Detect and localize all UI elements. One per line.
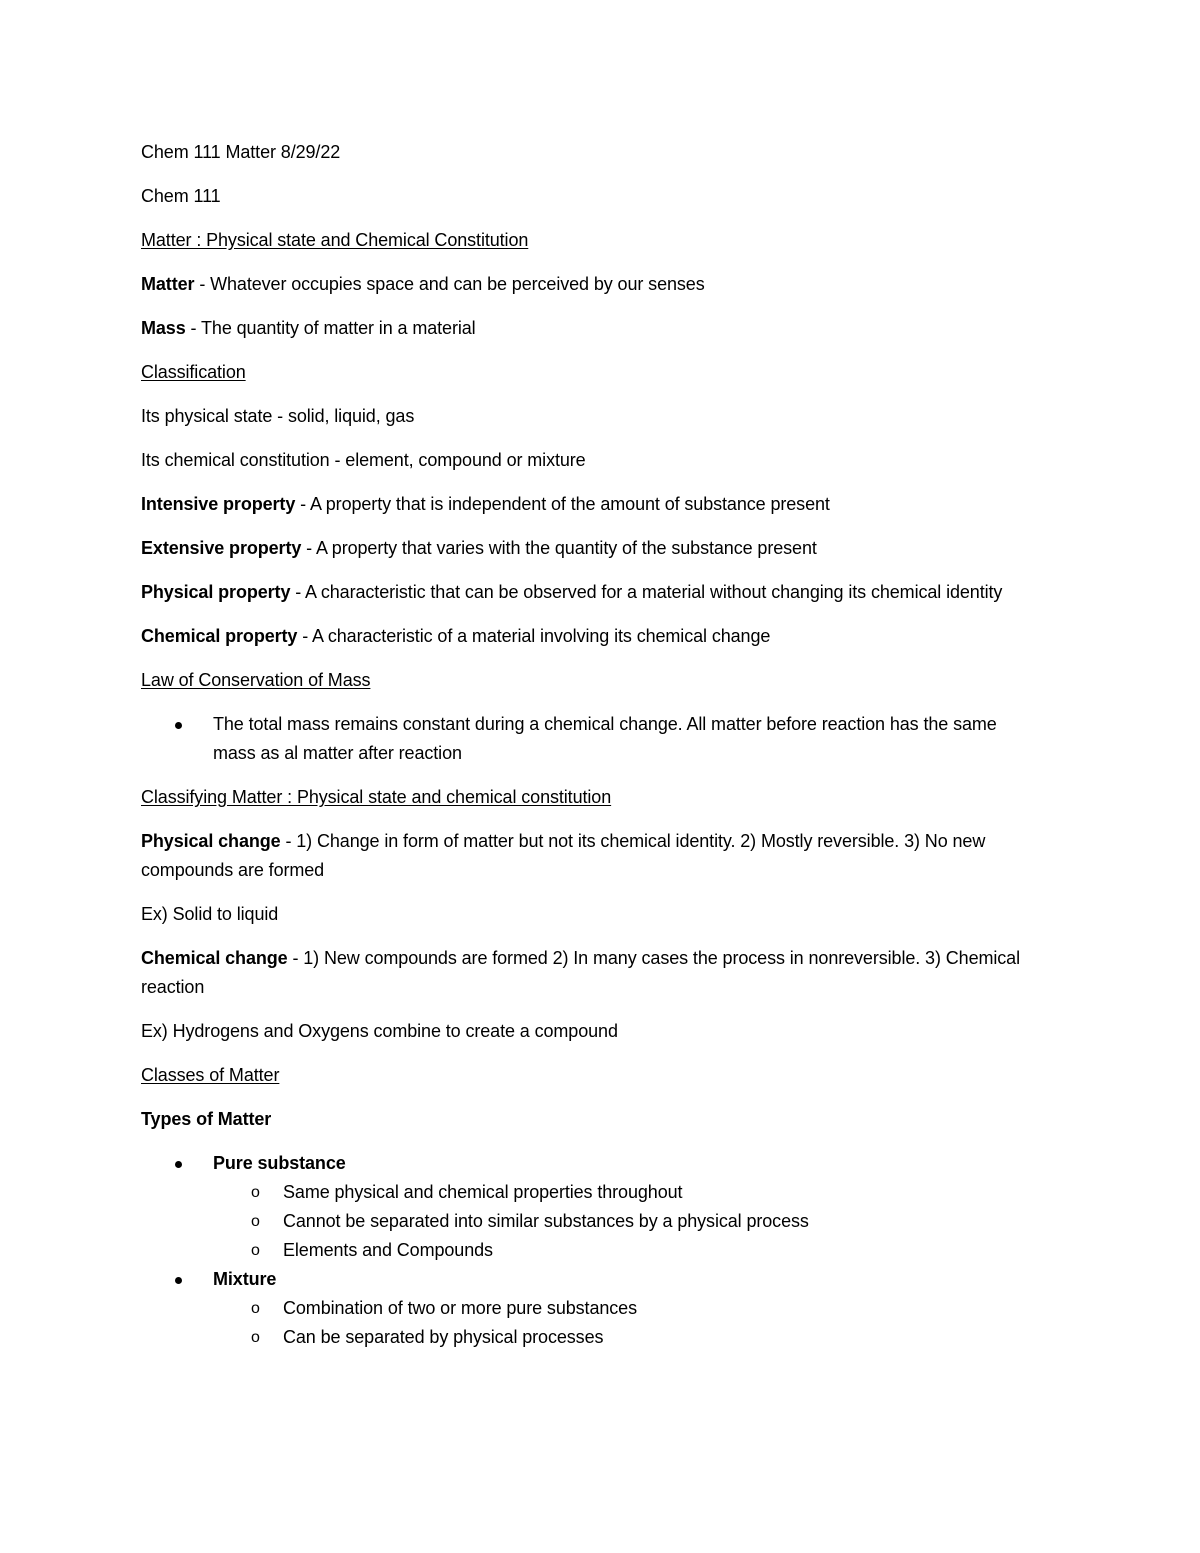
heading-classifying-matter: Classifying Matter : Physical state and chemical constitution bbox=[141, 787, 612, 807]
term-mass: Mass bbox=[141, 318, 186, 338]
definition-text-physical-property: - A characteristic that can be observed for a material without changing its chemical identity bbox=[290, 582, 1003, 602]
definition-chemical-change bbox=[141, 944, 1041, 1002]
heading-classification: Classification bbox=[141, 362, 246, 382]
circle-bullet-icon: o bbox=[251, 1242, 260, 1259]
types-of-matter-list bbox=[141, 1149, 1041, 1352]
definition-extensive bbox=[141, 534, 1041, 563]
heading-classes-of-matter: Classes of Matter bbox=[141, 1065, 280, 1085]
doc-title-line: Chem 111 Matter 8/29/22 bbox=[141, 142, 341, 162]
document-body bbox=[141, 138, 1041, 1367]
sub-list-item bbox=[213, 1236, 1041, 1265]
definition-physical-change bbox=[141, 827, 1041, 885]
term-chemical-property: Chemical property bbox=[141, 626, 298, 646]
sub-item-text: Can be separated by physical processes bbox=[283, 1327, 604, 1347]
definition-text-mass: - The quantity of matter in a material bbox=[185, 318, 476, 338]
definition-text-matter: - Whatever occupies space and can be perceived by our senses bbox=[194, 274, 705, 294]
definition-chemical-property bbox=[141, 622, 1041, 651]
circle-bullet-icon: o bbox=[251, 1329, 260, 1346]
sub-list-item bbox=[213, 1207, 1041, 1236]
list-item-mixture bbox=[141, 1265, 1041, 1352]
term-matter: Matter bbox=[141, 274, 195, 294]
physical-state-line: Its physical state - solid, liquid, gas bbox=[141, 406, 415, 426]
bullet-icon bbox=[175, 1277, 182, 1284]
mixture-label: Mixture bbox=[213, 1269, 277, 1289]
list-item-pure-substance bbox=[141, 1149, 1041, 1265]
circle-bullet-icon: o bbox=[251, 1184, 260, 1201]
sub-list-item bbox=[213, 1294, 1041, 1323]
circle-bullet-icon: o bbox=[251, 1300, 260, 1317]
pure-substance-sublist bbox=[213, 1178, 1041, 1265]
example-chemical-change: Ex) Hydrogens and Oxygens combine to create a compound bbox=[141, 1021, 618, 1041]
course-name: Chem 111 bbox=[141, 186, 221, 206]
heading-types-of-matter: Types of Matter bbox=[141, 1109, 272, 1129]
definition-intensive bbox=[141, 490, 1041, 519]
definition-text-intensive: - A property that is independent of the amount of substance present bbox=[295, 494, 830, 514]
sub-item-text: Combination of two or more pure substances bbox=[283, 1298, 637, 1318]
definition-text-physical-change: - 1) Change in form of matter but not its chemical identity. 2) Mostly reversible. 3) No new compounds are formed bbox=[141, 831, 986, 880]
sub-list-item bbox=[213, 1323, 1041, 1352]
example-physical-change: Ex) Solid to liquid bbox=[141, 904, 279, 924]
term-extensive: Extensive property bbox=[141, 538, 302, 558]
conservation-list bbox=[141, 710, 1041, 768]
definition-text-chemical-property: - A characteristic of a material involving its chemical change bbox=[297, 626, 771, 646]
definition-matter bbox=[141, 270, 1041, 299]
sub-list-item bbox=[213, 1178, 1041, 1207]
term-intensive: Intensive property bbox=[141, 494, 296, 514]
term-physical-change: Physical change bbox=[141, 831, 281, 851]
heading-conservation-of-mass: Law of Conservation of Mass bbox=[141, 670, 371, 690]
definition-physical-property bbox=[141, 578, 1041, 607]
sub-item-text: Same physical and chemical properties throughout bbox=[283, 1182, 683, 1202]
term-physical-property: Physical property bbox=[141, 582, 291, 602]
list-item bbox=[141, 710, 1041, 768]
definition-text-extensive: - A property that varies with the quantity of the substance present bbox=[301, 538, 817, 558]
chemical-constitution-line: Its chemical constitution - element, compound or mixture bbox=[141, 450, 586, 470]
heading-matter: Matter : Physical state and Chemical Constitution bbox=[141, 230, 529, 250]
sub-item-text: Cannot be separated into similar substances by a physical process bbox=[283, 1211, 809, 1231]
sub-item-text: Elements and Compounds bbox=[283, 1240, 493, 1260]
bullet-icon bbox=[175, 1161, 182, 1168]
conservation-text: The total mass remains constant during a chemical change. All matter before reaction has the same mass as al matter after reaction bbox=[213, 714, 997, 763]
definition-mass bbox=[141, 314, 1041, 343]
term-chemical-change: Chemical change bbox=[141, 948, 288, 968]
circle-bullet-icon: o bbox=[251, 1213, 260, 1230]
bullet-icon bbox=[175, 722, 182, 729]
pure-substance-label: Pure substance bbox=[213, 1153, 346, 1173]
definition-text-chemical-change: - 1) New compounds are formed 2) In many cases the process in nonreversible. 3) Chemical reaction bbox=[141, 948, 1020, 997]
mixture-sublist bbox=[213, 1294, 1041, 1352]
